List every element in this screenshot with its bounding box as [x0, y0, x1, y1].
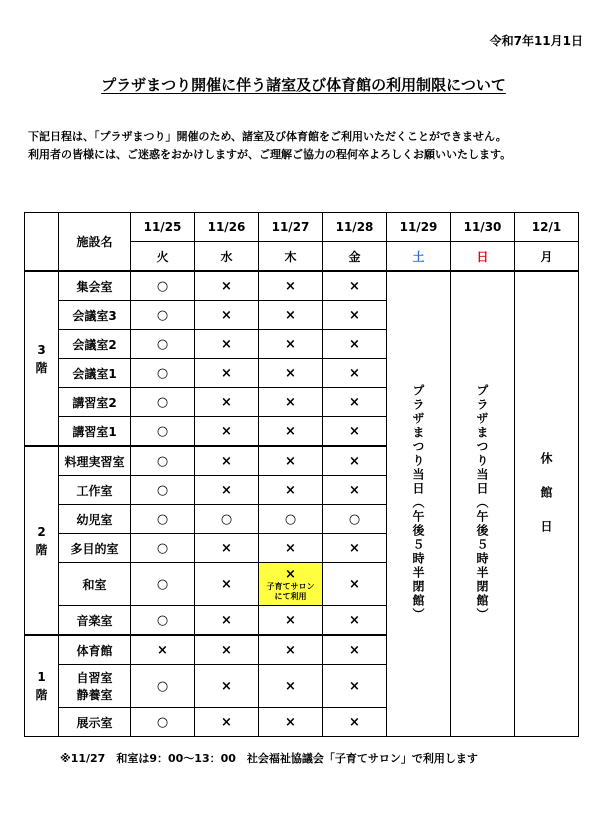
status-cell: ×	[323, 330, 387, 359]
floor-label-3: 3 階	[25, 271, 59, 446]
status-cell: ×	[195, 534, 259, 563]
status-cell: ○	[195, 505, 259, 534]
status-cell: ○	[323, 505, 387, 534]
room-name: 工作室	[59, 476, 131, 505]
room-name: 会議室2	[59, 330, 131, 359]
status-cell: ×	[323, 563, 387, 606]
status-cell: ○	[131, 606, 195, 636]
day-header-saturday: 土	[387, 242, 451, 272]
room-name: 和室	[59, 563, 131, 606]
status-cell: ×	[323, 301, 387, 330]
date-header: 11/25	[131, 213, 195, 242]
date-header: 12/1	[515, 213, 579, 242]
notice-line-1: 下記日程は、「プラザまつり」開催のため、諸室及び体育館をご利用いただくことができません。	[28, 130, 507, 143]
room-name: 集会室	[59, 271, 131, 301]
status-cell: ×	[323, 665, 387, 708]
status-cell: ○	[131, 271, 195, 301]
floor-header-cell	[25, 213, 59, 272]
room-name: 講習室1	[59, 417, 131, 447]
status-cell: ×	[323, 359, 387, 388]
status-cell: ×	[323, 534, 387, 563]
room-name: 講習室2	[59, 388, 131, 417]
status-cell: ○	[131, 417, 195, 447]
status-cell: ×	[259, 534, 323, 563]
day-header: 火	[131, 242, 195, 272]
room-name: 幼児室	[59, 505, 131, 534]
status-cell: ×	[259, 635, 323, 665]
room-name: 会議室3	[59, 301, 131, 330]
monday-closed-cell: 休館日	[515, 271, 579, 737]
status-cell: ○	[131, 330, 195, 359]
date-header: 11/27	[259, 213, 323, 242]
status-cell: ×	[195, 563, 259, 606]
status-cell: ○	[259, 505, 323, 534]
status-cell: ×	[259, 330, 323, 359]
date-header: 11/30	[451, 213, 515, 242]
floor-label-2: 2 階	[25, 446, 59, 635]
status-cell: ×	[259, 708, 323, 737]
status-cell: ×	[259, 476, 323, 505]
status-cell: ○	[131, 563, 195, 606]
status-cell: ×	[131, 635, 195, 665]
footnote: ※11/27 和室は9：00～13：00 社会福祉協議会「子育てサロン」で利用します	[60, 752, 478, 765]
status-cell: ×	[195, 271, 259, 301]
status-cell: ○	[131, 505, 195, 534]
date-header: 11/26	[195, 213, 259, 242]
day-header: 水	[195, 242, 259, 272]
salon-note: 子育てサロン にて利用	[266, 581, 315, 601]
status-cell: ×	[195, 635, 259, 665]
status-cell: ×	[323, 388, 387, 417]
status-cell: ×	[195, 359, 259, 388]
status-mark: ×	[285, 566, 296, 582]
room-name: 音楽室	[59, 606, 131, 636]
status-cell: ×	[323, 446, 387, 476]
room-name: 料理実習室	[59, 446, 131, 476]
status-cell-highlighted	[259, 563, 323, 606]
title-text: プラザまつり開催に伴う諸室及び体育館の利用制限について	[101, 76, 506, 94]
status-cell: ×	[195, 446, 259, 476]
status-cell: ×	[259, 606, 323, 636]
status-cell: ○	[131, 446, 195, 476]
status-cell: ×	[195, 665, 259, 708]
facility-header: 施設名	[59, 213, 131, 272]
room-name: 会議室1	[59, 359, 131, 388]
floor-label-1: 1 階	[25, 635, 59, 737]
status-cell: ○	[131, 534, 195, 563]
status-cell: ×	[259, 665, 323, 708]
status-cell: ×	[195, 476, 259, 505]
notice-text	[28, 128, 511, 164]
status-cell: ×	[259, 417, 323, 447]
status-cell: ×	[323, 708, 387, 737]
issue-date: 令和7年11月1日	[489, 34, 583, 48]
status-cell: ○	[131, 476, 195, 505]
status-cell: ○	[131, 301, 195, 330]
status-cell: ○	[131, 388, 195, 417]
status-cell: ×	[195, 330, 259, 359]
status-cell: ○	[131, 359, 195, 388]
saturday-merged-cell: プラザまつり当日（午後５時半閉館）	[387, 271, 451, 737]
status-cell: ×	[259, 388, 323, 417]
status-cell: ×	[195, 301, 259, 330]
page-title	[0, 74, 607, 95]
status-cell: ×	[323, 476, 387, 505]
status-cell: ×	[323, 417, 387, 447]
room-name: 展示室	[59, 708, 131, 737]
status-cell: ×	[259, 271, 323, 301]
day-header: 金	[323, 242, 387, 272]
schedule-table	[24, 212, 579, 737]
status-cell: ×	[259, 301, 323, 330]
day-header: 月	[515, 242, 579, 272]
day-header-sunday: 日	[451, 242, 515, 272]
notice-line-2: 利用者の皆様には、ご迷惑をおかけしますが、ご理解ご協力の程何卒よろしくお願いいたします。	[28, 148, 512, 161]
status-cell: ×	[195, 388, 259, 417]
status-cell: ×	[195, 708, 259, 737]
date-header: 11/28	[323, 213, 387, 242]
status-cell: ×	[323, 635, 387, 665]
status-cell: ×	[195, 606, 259, 636]
status-cell: ×	[259, 446, 323, 476]
status-cell: ×	[259, 359, 323, 388]
status-cell: ○	[131, 708, 195, 737]
room-name: 体育館	[59, 635, 131, 665]
status-cell: ×	[323, 271, 387, 301]
status-cell: ×	[323, 606, 387, 636]
room-name: 自習室 静養室	[59, 665, 131, 708]
room-name: 多目的室	[59, 534, 131, 563]
date-header: 11/29	[387, 213, 451, 242]
status-cell: ○	[131, 665, 195, 708]
day-header: 木	[259, 242, 323, 272]
status-cell: ×	[195, 417, 259, 447]
sunday-merged-cell: プラザまつり当日（午後５時半閉館）	[451, 271, 515, 737]
